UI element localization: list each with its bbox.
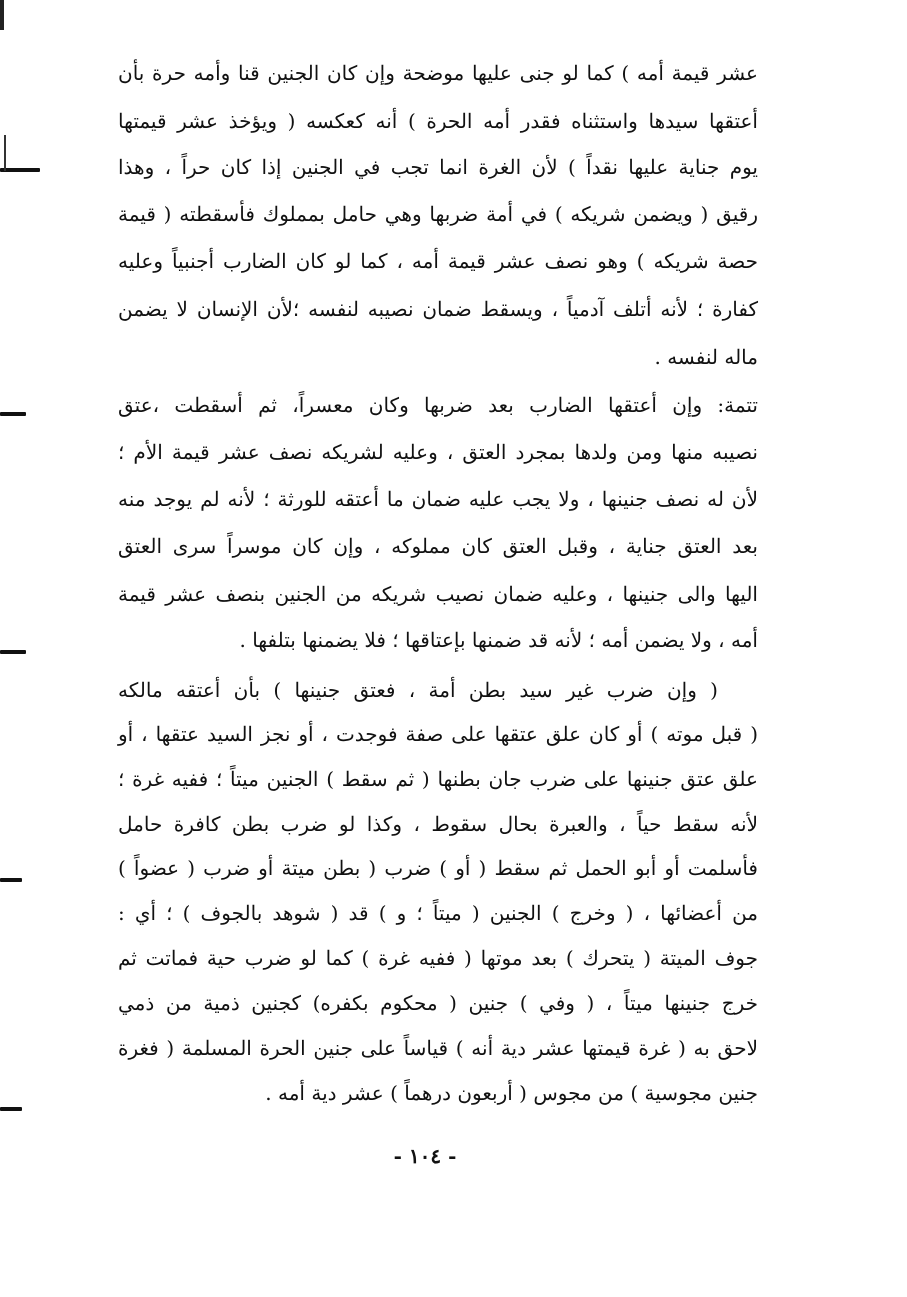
margin-mark (0, 650, 26, 654)
margin-tick (4, 135, 6, 171)
text-line: أعتقها سيدها واستثناه فقدر أمه الحرة ) أنه كعكسه ( ويؤخذ عشر قيمتها (118, 109, 758, 133)
text-line: علق عتق جنينها على ضرب جان بطنها ( ثم سقط ) الجنين ميتاً ؛ ففيه غرة ؛ (118, 767, 758, 791)
text-line: نصيبه منها ومن ولدها بمجرد العتق ، وعليه لشريكه نصف عشر قيمة الأم ؛ (118, 440, 758, 464)
text-line: ماله لنفسه . (654, 345, 758, 369)
text-line: فأسلمت أو أبو الحمل ثم سقط ( أو ) ضرب ( بطن ميتة أو ضرب ( عضواً ) (118, 856, 758, 880)
text-line: يوم جناية عليها نقداً ) لأن الغرة انما تجب في الجنين إذا كان حراً ، وهذا (118, 155, 758, 179)
text-line: تتمة: وإن أعتقها الضارب بعد ضربها وكان معسراً، ثم أسقطت ،عتق (118, 393, 758, 417)
text-line: خرج جنينها ميتاً ، ( وفي ) جنين ( محكوم بكفره) كجنين ذمية من ذمي (118, 991, 758, 1015)
text-line: جوف الميتة ( يتحرك ) بعد موتها ( ففيه غرة ) كما لو ضرب حية فماتت ثم (118, 946, 758, 970)
margin-mark (0, 1107, 22, 1111)
margin-mark (0, 412, 26, 416)
text-line: كفارة ؛ لأنه أتلف آدمياً ، ويسقط ضمان نصيبه لنفسه ؛لأن الإنسان لا يضمن (118, 297, 758, 321)
text-line: بعد العتق جناية ، وقبل العتق كان مملوكه ، وإن كان موسراً سرى العتق (118, 534, 758, 558)
page-number: - ١٠٤ - (393, 1144, 457, 1168)
text-line: لأنه سقط حياً ، والعبرة بحال سقوط ، وكذا لو ضرب بطن كافرة حامل (118, 812, 758, 836)
text-line: اليها والى جنينها ، وعليه ضمان نصيب شريكه من الجنين بنصف عشر قيمة (118, 582, 758, 606)
text-line: جنين مجوسية ) من مجوس ( أربعون درهماً ) عشر دية أمه . (265, 1081, 758, 1105)
margin-mark (0, 878, 22, 882)
text-line: ( قبل موته ) أو كان علق عتقها على صفة فوجدت ، أو نجز السيد عتقها ، أو (118, 722, 758, 746)
margin-mark (0, 168, 40, 172)
text-line: لاحق به ( غرة قيمتها عشر دية أنه ) قياساً على جنين الحرة المسلمة ( فغرة (118, 1036, 758, 1060)
text-line: رقيق ( ويضمن شريكه ) في أمة ضربها وهي حامل بمملوك فأسقطته ( قيمة (118, 202, 758, 226)
text-line: ( وإن ضرب غير سيد بطن أمة ، فعتق جنينها ) بأن أعتقه مالكه (118, 678, 718, 702)
scan-edge-mark (0, 0, 4, 30)
text-line: أمه ، ولا يضمن أمه ؛ لأنه قد ضمنها بإعتاقها ؛ فلا يضمنها بتلفها . (239, 628, 758, 652)
text-line: لأن له نصف جنينها ، ولا يجب عليه ضمان ما أعتقه للورثة ؛ لأنه لم يوجد منه (118, 487, 758, 511)
text-line: عشر قيمة أمه ) كما لو جنى عليها موضحة وإن كان الجنين قنا وأمه حرة بأن (118, 61, 758, 85)
text-line: حصة شريكه ) وهو نصف عشر قيمة أمه ، كما لو كان الضارب أجنبياً وعليه (118, 249, 758, 273)
text-line: من أعضائها ، ( وخرج ) الجنين ( ميتاً ؛ و ) قد ( شوهد بالجوف ) ؛ أي : (118, 901, 758, 925)
